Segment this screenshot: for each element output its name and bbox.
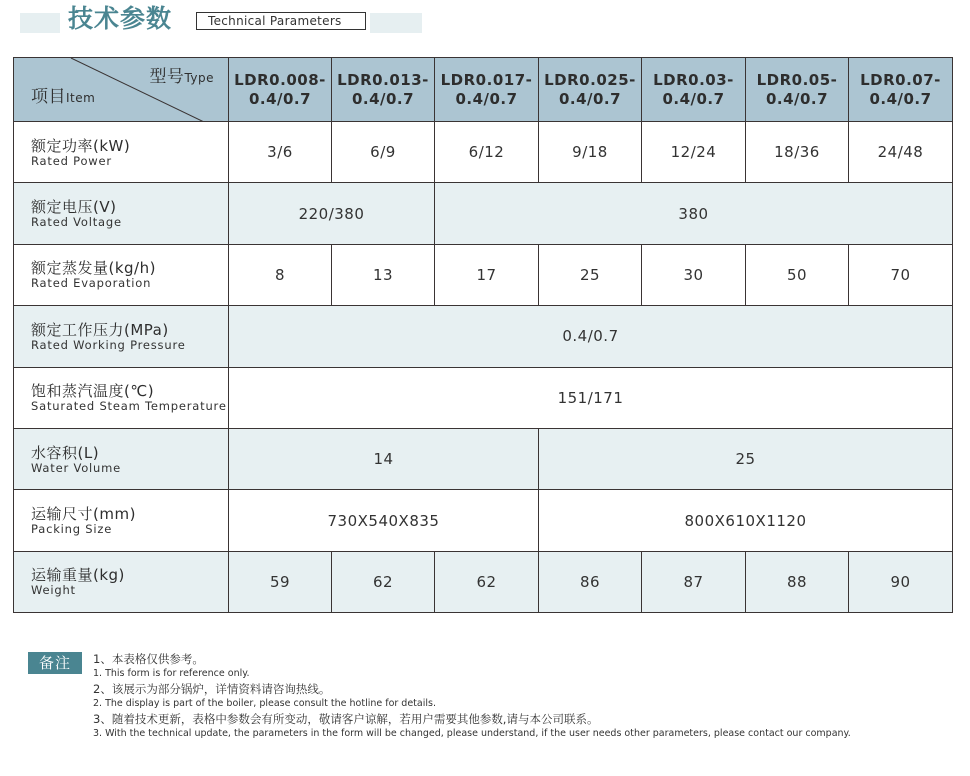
notes-badge: 备注 bbox=[28, 652, 82, 674]
note-item-cn: 2、该展示为部分锅炉，详情资料请咨询热线。 bbox=[93, 682, 331, 696]
cell-value: 87 bbox=[642, 551, 746, 612]
cell-value: 30 bbox=[642, 244, 746, 305]
table-row-rated-working-pressure bbox=[14, 306, 953, 367]
table-row-rated-evaporation bbox=[14, 244, 953, 305]
model-header: LDR0.07- 0.4/0.7 bbox=[849, 58, 953, 122]
cell-value: 25 bbox=[539, 244, 642, 305]
model-header: LDR0.05- 0.4/0.7 bbox=[746, 58, 849, 122]
cell-value: 25 bbox=[539, 428, 953, 489]
model-header: LDR0.025- 0.4/0.7 bbox=[539, 58, 642, 122]
cell-value: 0.4/0.7 bbox=[229, 306, 953, 367]
table-row-rated-power bbox=[14, 122, 953, 183]
cell-value: 62 bbox=[332, 551, 435, 612]
cell-value: 50 bbox=[746, 244, 849, 305]
cell-value: 13 bbox=[332, 244, 435, 305]
table-row-saturated-steam-temperature bbox=[14, 367, 953, 428]
page-subtitle: Technical Parameters bbox=[196, 12, 366, 30]
cell-value: 380 bbox=[435, 183, 953, 244]
note-item-cn: 1、本表格仅供参考。 bbox=[93, 652, 204, 666]
row-label: 水容积(L) Water Volume bbox=[14, 428, 229, 489]
title-decor-left bbox=[20, 13, 60, 33]
note-item-cn: 3、随着技术更新，表格中参数会有所变动，敬请客户谅解，若用户需要其他参数,请与本公司联系。 bbox=[93, 712, 599, 726]
table-header-row bbox=[14, 58, 953, 122]
row-label: 额定功率(kW) Rated Power bbox=[14, 122, 229, 183]
cell-value: 62 bbox=[435, 551, 539, 612]
row-label: 额定电压(V) Rated Voltage bbox=[14, 183, 229, 244]
technical-parameters-table bbox=[13, 57, 953, 613]
note-item-en: 1. This form is for reference only. bbox=[93, 668, 250, 679]
cell-value: 59 bbox=[229, 551, 332, 612]
cell-value: 70 bbox=[849, 244, 953, 305]
cell-value: 17 bbox=[435, 244, 539, 305]
page-title: 技术参数 bbox=[68, 4, 173, 33]
model-header: LDR0.03- 0.4/0.7 bbox=[642, 58, 746, 122]
cell-value: 18/36 bbox=[746, 122, 849, 183]
cell-value: 730X540X835 bbox=[229, 490, 539, 551]
cell-value: 86 bbox=[539, 551, 642, 612]
cell-value: 14 bbox=[229, 428, 539, 489]
note-item-en: 3. With the technical update, the parameters in the form will be changed, please understand, if the user needs other parameters, please contact our company. bbox=[93, 728, 851, 739]
notes-list bbox=[93, 652, 953, 742]
title-decor-right bbox=[370, 13, 422, 33]
table-row-rated-voltage bbox=[14, 183, 953, 244]
cell-value: 220/380 bbox=[229, 183, 435, 244]
type-header: 型号Type bbox=[149, 67, 214, 87]
cell-value: 151/171 bbox=[229, 367, 953, 428]
note-item-en: 2. The display is part of the boiler, please consult the hotline for details. bbox=[93, 698, 436, 709]
row-label: 运输重量(kg) Weight bbox=[14, 551, 229, 612]
cell-value: 88 bbox=[746, 551, 849, 612]
model-header: LDR0.017- 0.4/0.7 bbox=[435, 58, 539, 122]
cell-value: 3/6 bbox=[229, 122, 332, 183]
cell-value: 800X610X1120 bbox=[539, 490, 953, 551]
row-label: 额定工作压力(MPa) Rated Working Pressure bbox=[14, 306, 229, 367]
model-header: LDR0.008- 0.4/0.7 bbox=[229, 58, 332, 122]
cell-value: 9/18 bbox=[539, 122, 642, 183]
cell-value: 24/48 bbox=[849, 122, 953, 183]
cell-value: 6/12 bbox=[435, 122, 539, 183]
row-label: 额定蒸发量(kg/h) Rated Evaporation bbox=[14, 244, 229, 305]
cell-value: 8 bbox=[229, 244, 332, 305]
item-header: 项目Item bbox=[31, 87, 96, 107]
row-label: 饱和蒸汽温度(℃) Saturated Steam Temperature bbox=[14, 367, 229, 428]
table-row-water-volume bbox=[14, 428, 953, 489]
corner-cell bbox=[14, 58, 229, 122]
cell-value: 6/9 bbox=[332, 122, 435, 183]
row-label: 运输尺寸(mm) Packing Size bbox=[14, 490, 229, 551]
table-row-weight bbox=[14, 551, 953, 612]
table-row-packing-size bbox=[14, 490, 953, 551]
cell-value: 90 bbox=[849, 551, 953, 612]
model-header: LDR0.013- 0.4/0.7 bbox=[332, 58, 435, 122]
cell-value: 12/24 bbox=[642, 122, 746, 183]
